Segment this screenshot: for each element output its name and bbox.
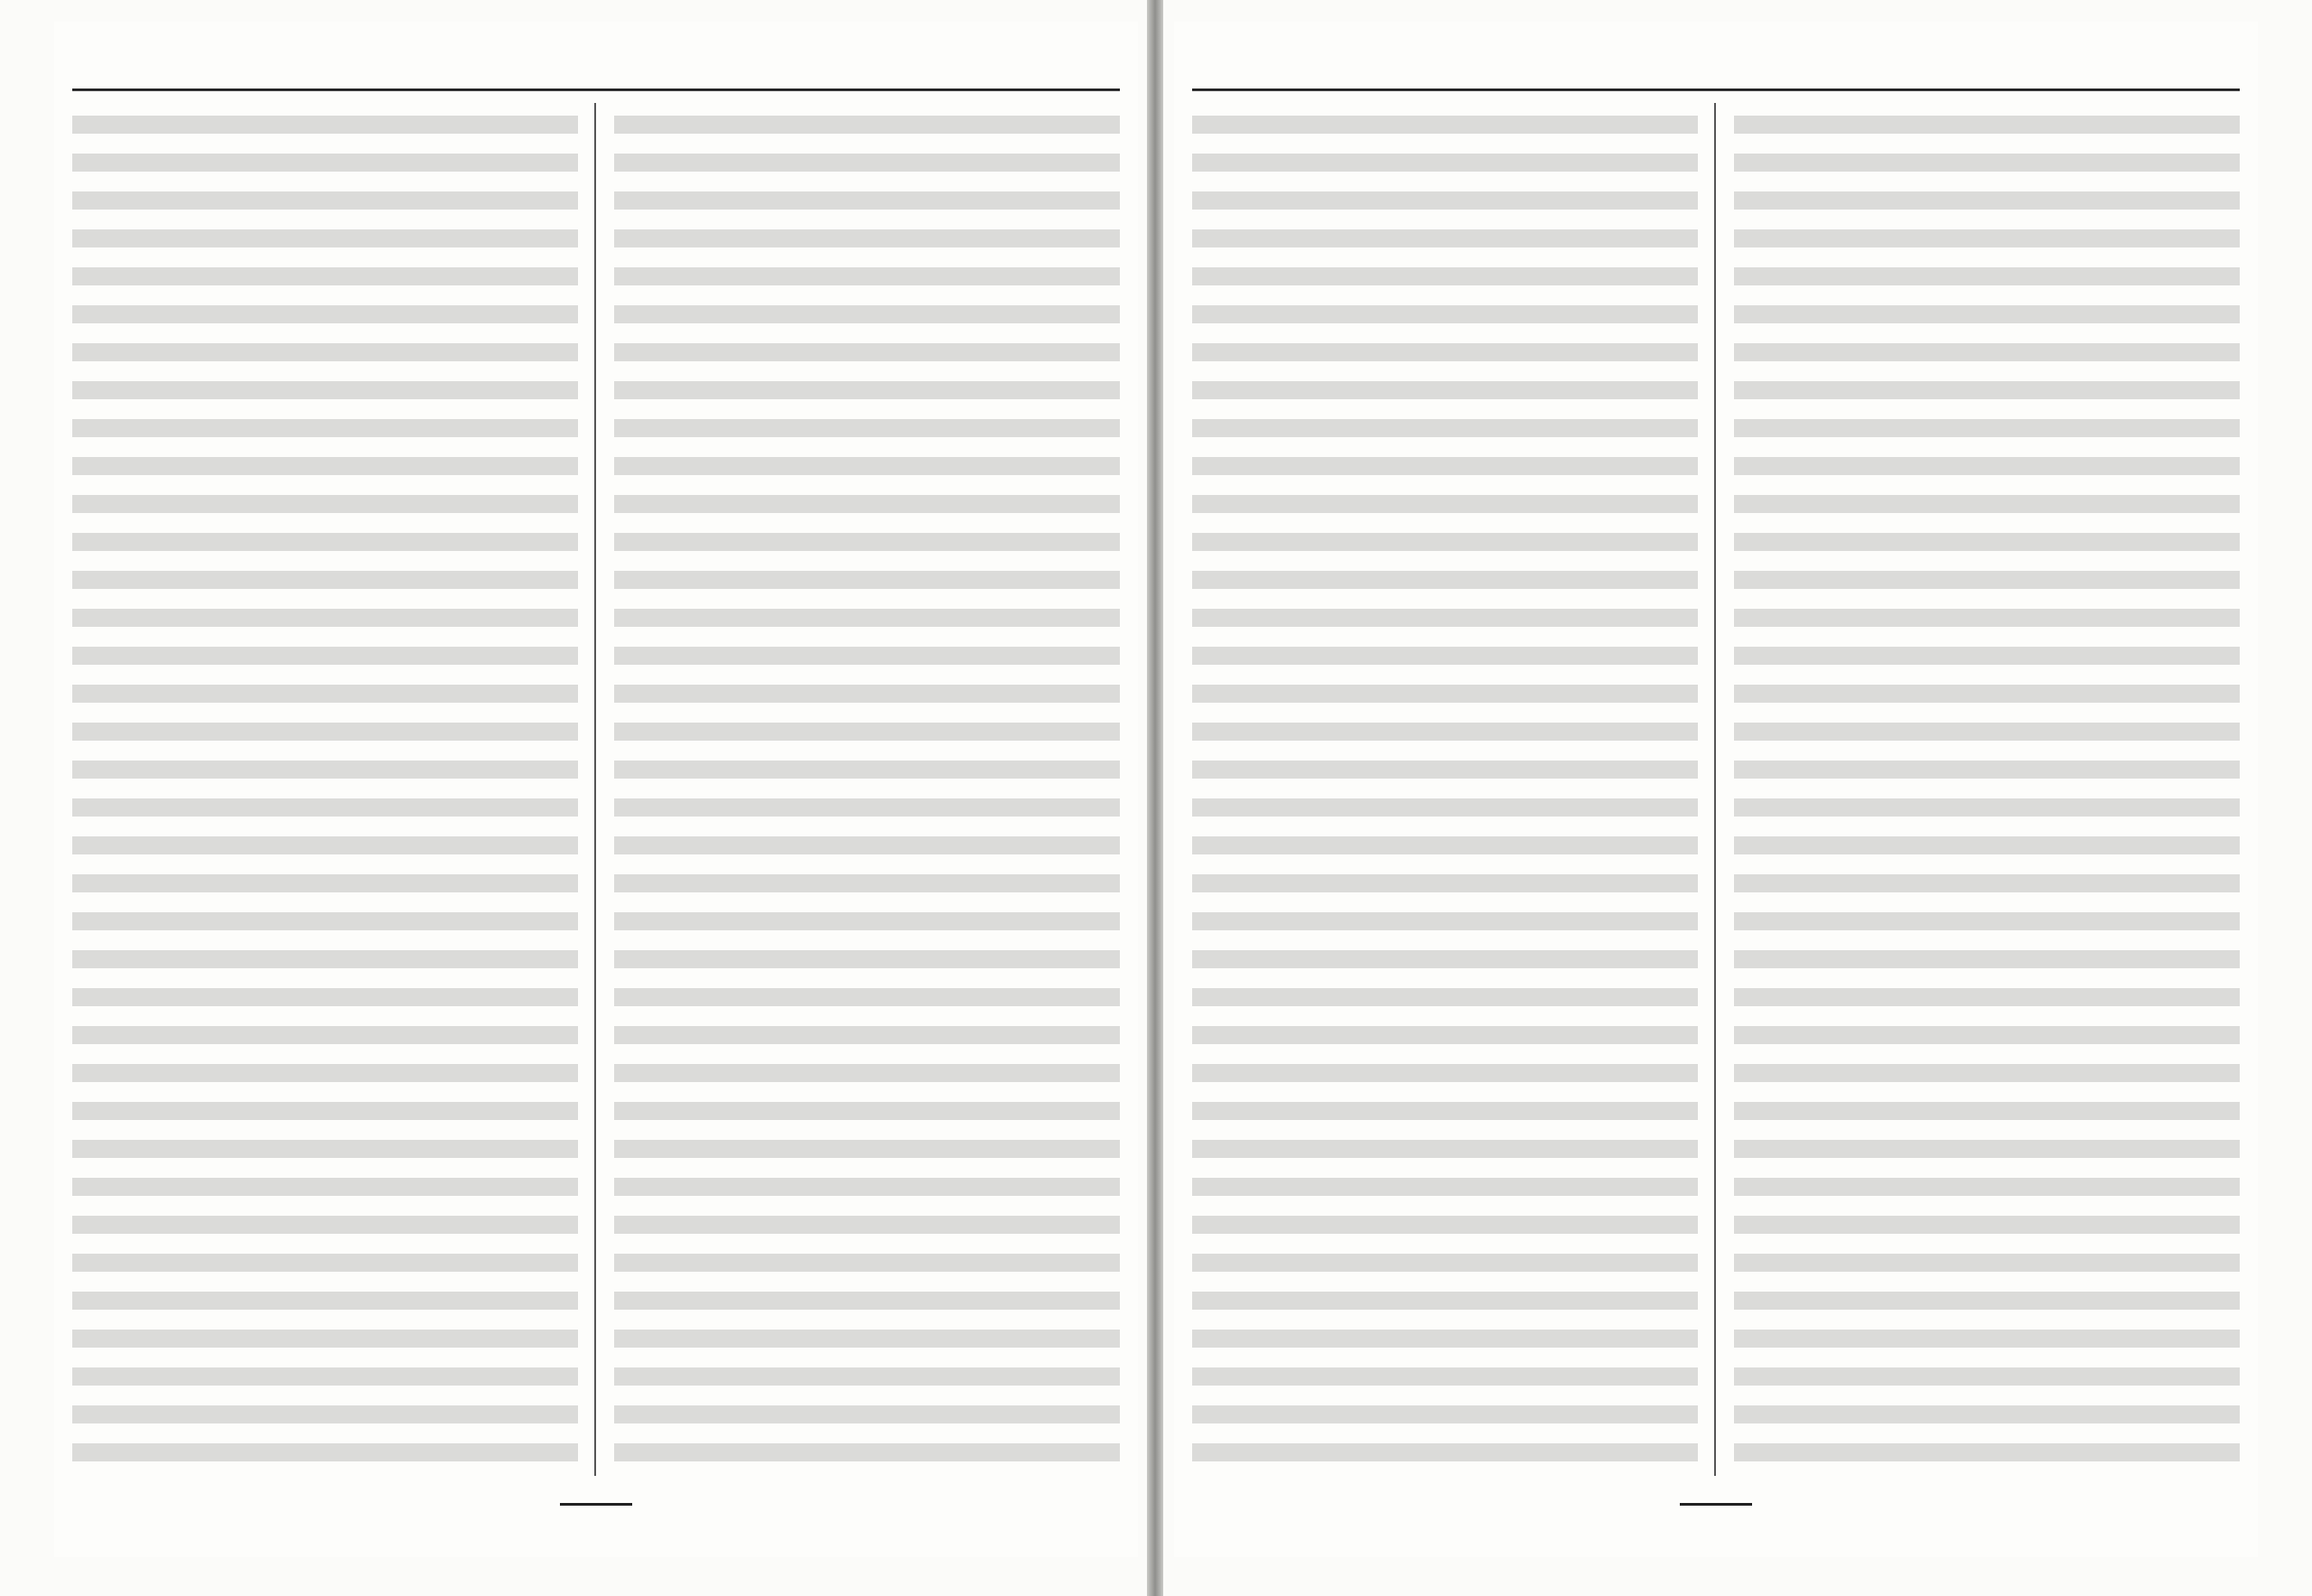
- gutter: [1147, 0, 1163, 1596]
- text-column: [614, 103, 1120, 1476]
- text-column: [1192, 103, 1698, 1476]
- header-rule: [72, 90, 1120, 91]
- text-column: [72, 103, 578, 1476]
- header-rule: [1192, 90, 2240, 91]
- body-text: [614, 103, 1120, 1476]
- body-text: [1734, 103, 2240, 1476]
- page-number-rule: [1680, 1503, 1752, 1506]
- running-head: [1192, 49, 2240, 91]
- body-text: [72, 103, 578, 1476]
- column-divider: [594, 103, 596, 1476]
- column-divider: [1714, 103, 1716, 1476]
- body-text: [1192, 103, 1698, 1476]
- right-page: [1174, 22, 2258, 1557]
- text-column: [1734, 103, 2240, 1476]
- page-number-rule: [560, 1503, 632, 1506]
- running-head: [72, 49, 1120, 91]
- left-page: [54, 22, 1138, 1557]
